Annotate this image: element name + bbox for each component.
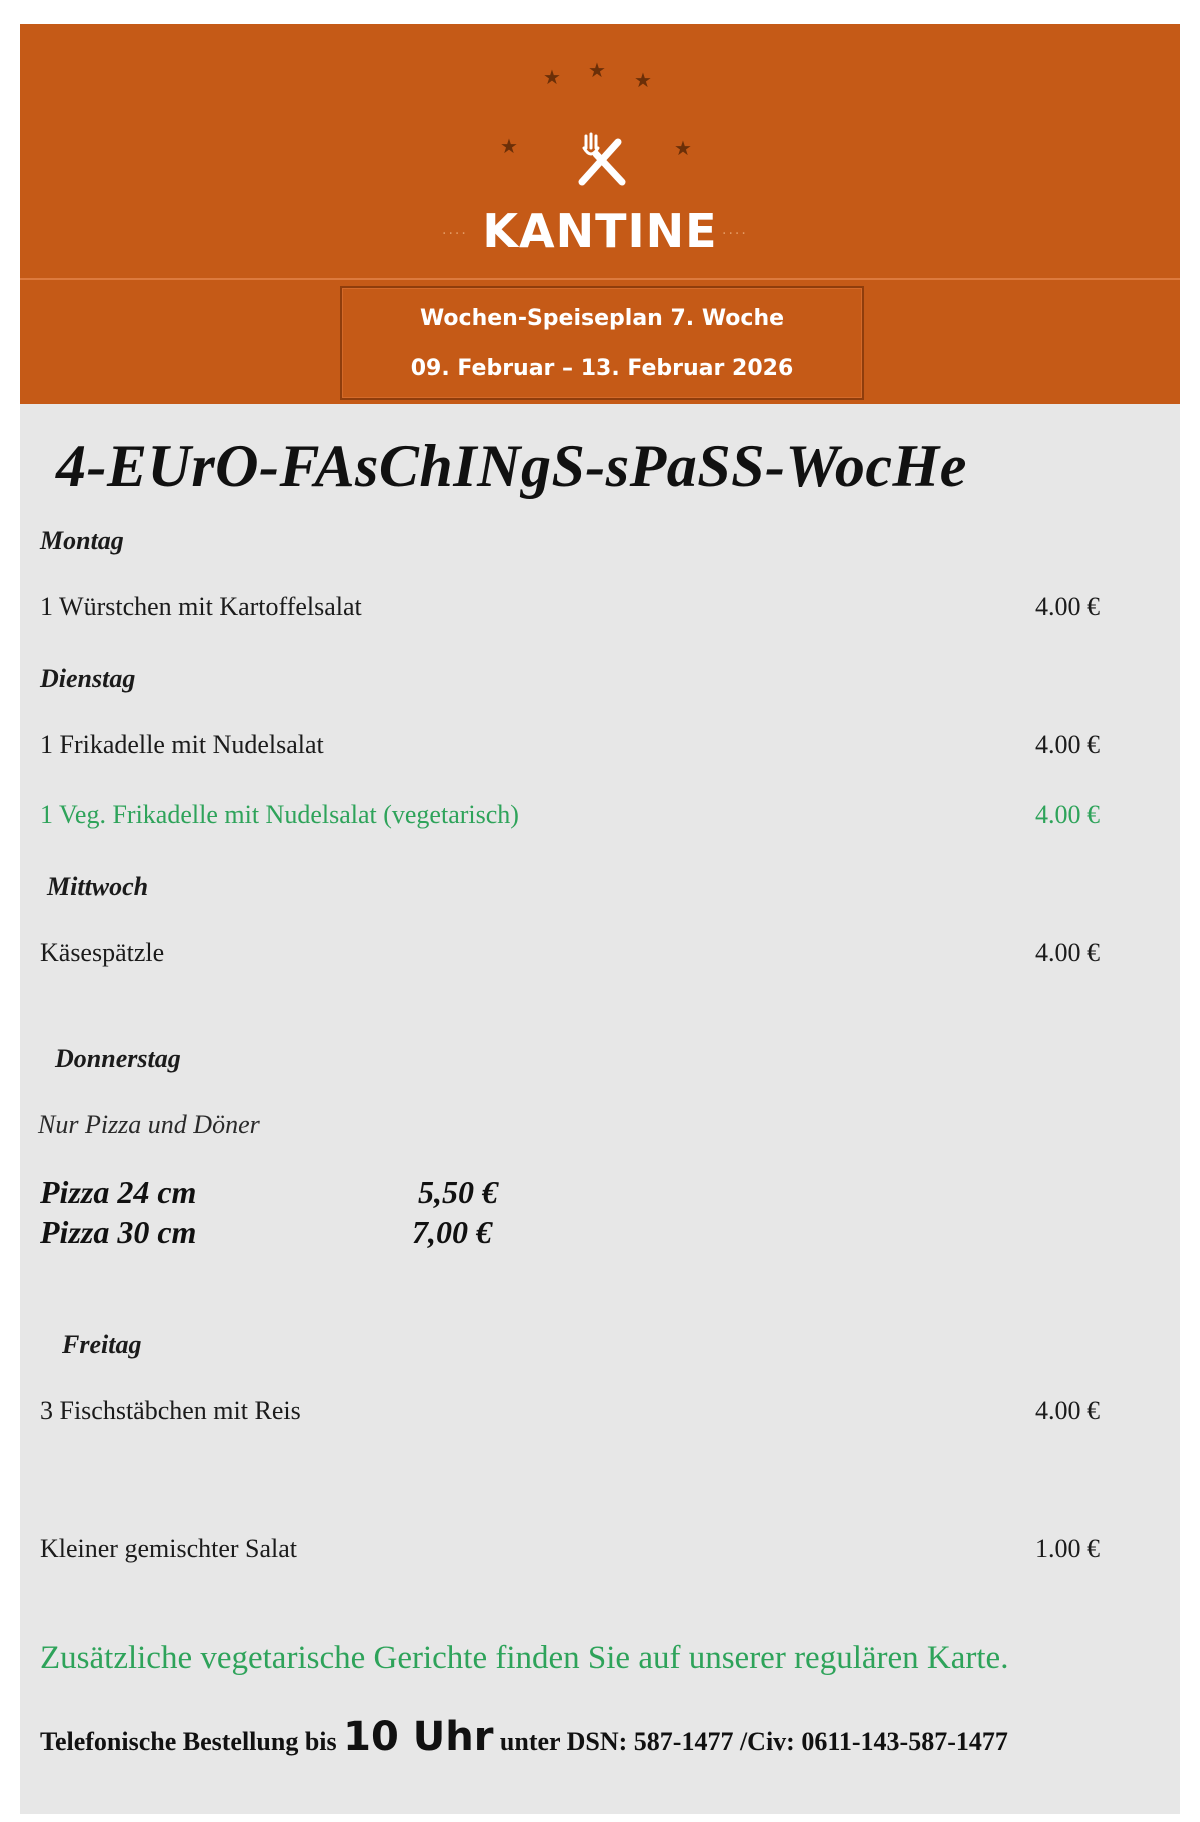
pizza-size: Pizza 24 cm <box>40 1174 197 1210</box>
dish-price-vegetarian: 4.00 € <box>1035 800 1100 829</box>
dish-name-vegetarian: 1 Veg. Frikadelle mit Nudelsalat (vegetarisch) <box>40 800 519 829</box>
extra-dish-name: Kleiner gemischter Salat <box>40 1534 298 1563</box>
dish-price: 4.00 € <box>1035 592 1100 621</box>
week-title: Wochen-Speiseplan 7. Woche <box>419 306 785 331</box>
day-heading-mittwoch: Mittwoch <box>47 872 149 901</box>
header-banner <box>20 24 1180 404</box>
page-title: 4-EUrO-FAsChINgS-sPaSS-WocHe <box>56 433 967 499</box>
week-box <box>340 286 864 400</box>
header-divider <box>20 278 1180 280</box>
order-deadline: 10 Uhr <box>343 1714 494 1760</box>
dish-price: 4.00 € <box>1035 1396 1100 1425</box>
pizza-price: 5,50 € <box>418 1174 498 1210</box>
dish-name: 3 Fischstäbchen mit Reis <box>40 1396 301 1425</box>
pizza-size: Pizza 30 cm <box>40 1214 197 1250</box>
phone-order-info <box>40 1714 1008 1760</box>
divider-dots-left: ···· <box>442 226 468 242</box>
star-icon: ★ <box>543 65 561 89</box>
pizza-price: 7,00 € <box>412 1214 492 1250</box>
vegetarian-note: Zusätzliche vegetarische Gerichte finden Sie auf unserer regulären Karte. <box>40 1640 1009 1676</box>
day-heading-dienstag: Dienstag <box>40 664 136 693</box>
dish-name: 1 Frikadelle mit Nudelsalat <box>40 730 324 759</box>
dish-name: 1 Würstchen mit Kartoffelsalat <box>40 592 362 621</box>
week-dates: 09. Februar – 13. Februar 2026 <box>410 356 794 381</box>
extra-dish-price: 1.00 € <box>1035 1534 1100 1563</box>
day-heading-freitag: Freitag <box>62 1330 142 1359</box>
star-icon: ★ <box>588 58 606 82</box>
fork-knife-icon <box>574 132 630 188</box>
phone-numbers: unter DSN: 587-1477 /Civ: 0611-143-587-1477 <box>493 1727 1008 1756</box>
star-icon: ★ <box>674 136 692 160</box>
menu-page <box>20 24 1180 1814</box>
day-heading-montag: Montag <box>40 526 124 555</box>
day-note: Nur Pizza und Döner <box>38 1110 260 1139</box>
divider-dots-right: ···· <box>722 226 748 242</box>
brand-title: KANTINE <box>482 204 718 258</box>
dish-price: 4.00 € <box>1035 938 1100 967</box>
dish-name: Käsespätzle <box>40 938 165 967</box>
phone-prefix: Telefonische Bestellung bis <box>40 1727 344 1756</box>
dish-price: 4.00 € <box>1035 730 1100 759</box>
star-icon: ★ <box>634 68 652 92</box>
star-icon: ★ <box>500 134 518 158</box>
day-heading-donnerstag: Donnerstag <box>55 1044 181 1073</box>
